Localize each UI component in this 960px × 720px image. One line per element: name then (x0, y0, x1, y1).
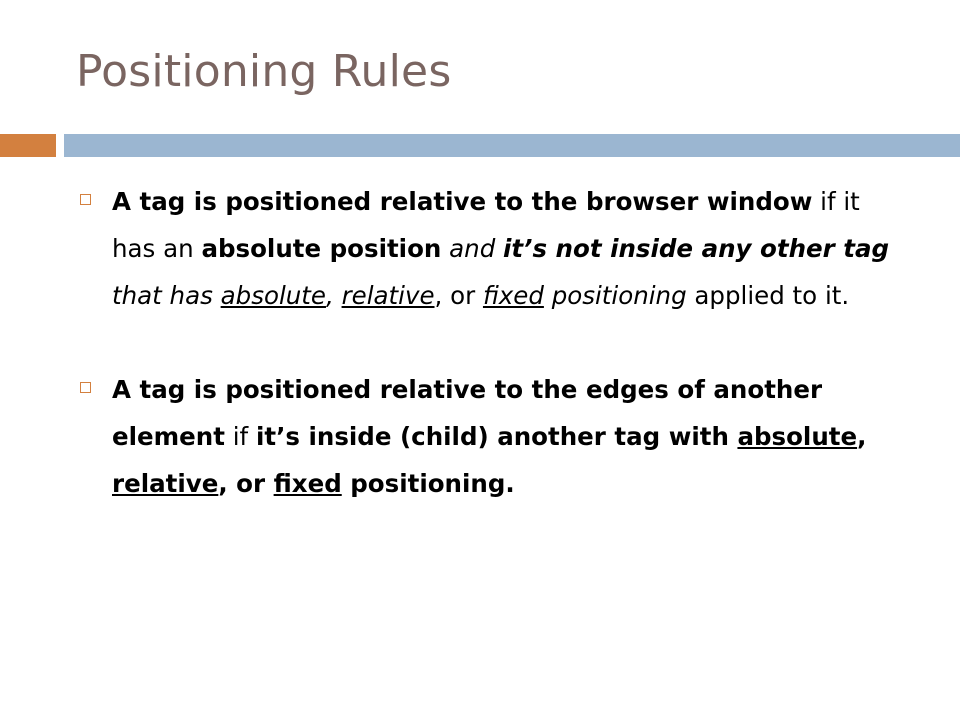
text-run: relative (341, 281, 435, 310)
text-run: absolute (737, 422, 858, 451)
text-run: A tag is positioned relative to the browser window (112, 187, 813, 216)
text-run: , (325, 281, 342, 310)
text-run: fixed (273, 469, 342, 498)
text-run: fixed (482, 281, 544, 310)
text-run: that has (112, 281, 221, 310)
text-run: applied to it. (686, 281, 850, 310)
text-run: positioning (543, 281, 687, 310)
text-run: if (224, 422, 256, 451)
bullet-item (72, 178, 902, 319)
text-run: , or (434, 281, 483, 310)
text-run: relative (112, 469, 219, 498)
square-bullet-icon (80, 194, 91, 205)
title-divider-bar (64, 134, 960, 157)
bullet-text (112, 187, 889, 310)
text-run: and (441, 234, 504, 263)
text-run: absolute (220, 281, 326, 310)
text-run: if it has an (112, 187, 860, 263)
text-run: absolute position (201, 234, 442, 263)
text-run: it’s not inside any other tag (503, 234, 890, 263)
text-run: it’s inside (child) another tag with (255, 422, 738, 451)
title-accent-bar (0, 134, 56, 157)
square-bullet-icon (80, 382, 91, 393)
text-run: A tag is positioned relative to the edges of another element (112, 375, 823, 451)
text-run: , (857, 422, 867, 451)
bullet-text (112, 375, 866, 498)
slide-title: Positioning Rules (76, 46, 452, 97)
text-run: , or (218, 469, 274, 498)
bullet-item (72, 366, 902, 507)
text-run: positioning. (341, 469, 515, 498)
bullet-list (72, 178, 902, 507)
